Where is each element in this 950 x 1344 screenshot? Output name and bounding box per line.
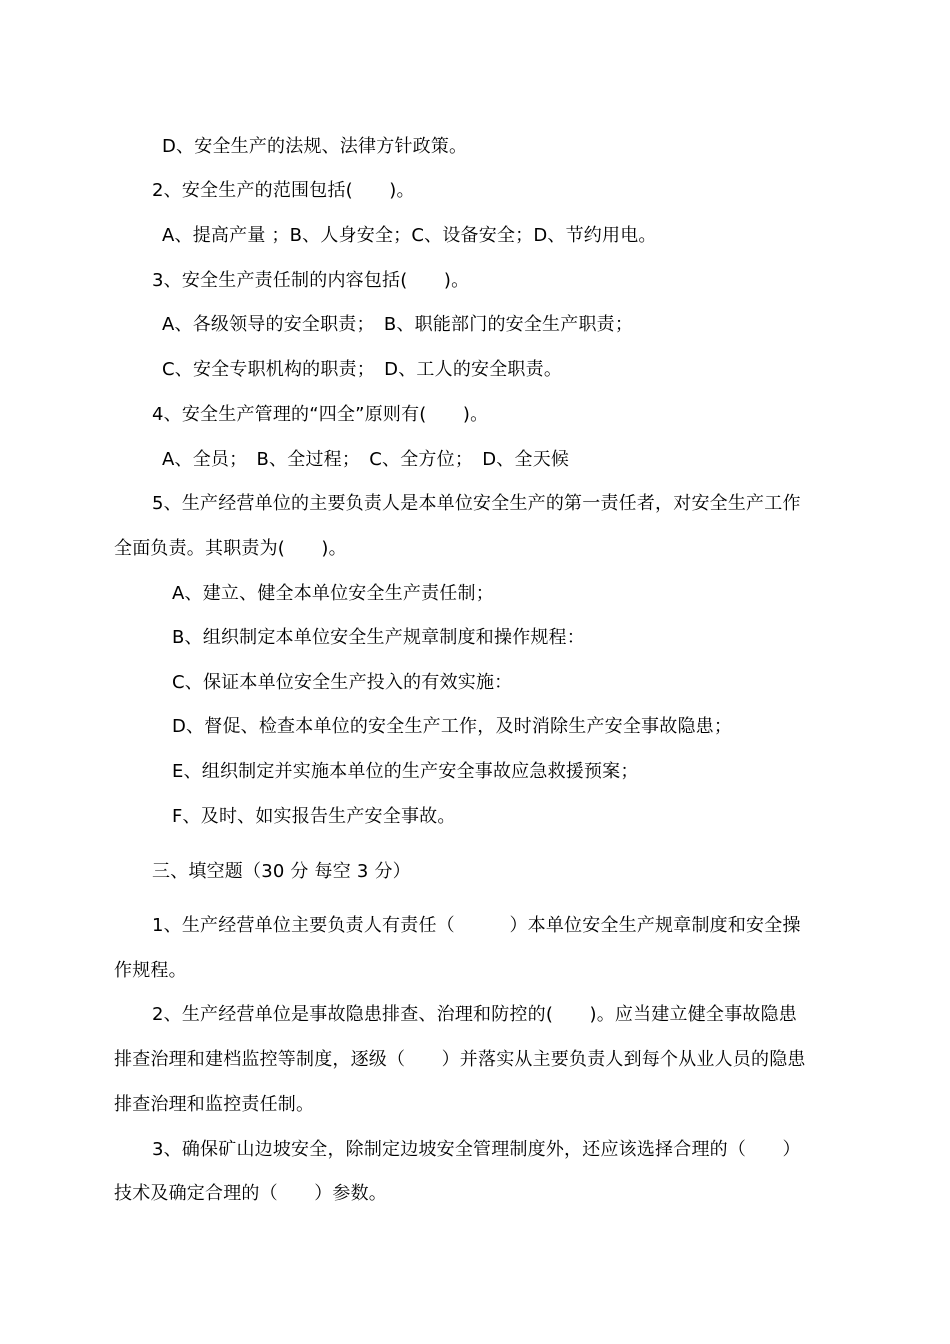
- question-4-options: A、全员； B、全过程； C、全方位； D、全天候: [162, 449, 570, 470]
- question-2: 2、安全生产的范围包括( )。: [152, 180, 415, 201]
- fill-question-3-line-1: 3、确保矿山边坡安全，除制定边坡安全管理制度外，还应该选择合理的（ ）: [152, 1139, 801, 1160]
- fill-question-1-line-2: 作规程。: [114, 960, 187, 981]
- fill-question-1-line-1: 1、生产经营单位主要负责人有责任（ ）本单位安全生产规章制度和安全操: [152, 915, 801, 936]
- question-5-option-d: D、督促、检查本单位的安全生产工作，及时消除生产安全事故隐患；: [172, 716, 733, 737]
- question-3: 3、安全生产责任制的内容包括( )。: [152, 270, 470, 291]
- question-3-options-ab: A、各级领导的安全职责； B、职能部门的安全生产职责；: [162, 314, 634, 335]
- option-1d-regulations: D、安全生产的法规、法律方针政策。: [162, 136, 468, 157]
- fill-question-2-line-3: 排查治理和监控责任制。: [114, 1094, 315, 1115]
- question-5-line-1: 5、生产经营单位的主要负责人是本单位安全生产的第一责任者，对安全生产工作: [152, 493, 801, 514]
- fill-question-2-line-1: 2、生产经营单位是事故隐患排查、治理和防控的( )。应当建立健全事故隐患: [152, 1004, 797, 1025]
- question-5-option-f: F、及时、如实报告生产安全事故。: [172, 806, 456, 827]
- question-5-option-e: E、组织制定并实施本单位的生产安全事故应急救援预案；: [172, 761, 639, 782]
- question-2-options: A、提高产量 ；B、人身安全；C、设备安全；D、节约用电。: [162, 225, 657, 246]
- question-4: 4、安全生产管理的“四全”原则有( )。: [152, 404, 489, 425]
- question-3-options-cd: C、安全专职机构的职责； D、工人的安全职责。: [162, 359, 563, 380]
- fill-question-3-line-2: 技术及确定合理的（ ）参数。: [114, 1183, 387, 1204]
- fill-question-2-line-2: 排查治理和建档监控等制度，逐级（ ）并落实从主要负责人到每个从业人员的隐患: [114, 1049, 806, 1070]
- question-5-option-c: C、保证本单位安全生产投入的有效实施：: [172, 672, 513, 693]
- question-5-option-a: A、建立、健全本单位安全生产责任制；: [172, 583, 494, 604]
- question-5-option-b: B、组织制定本单位安全生产规章制度和操作规程：: [172, 627, 585, 648]
- question-5-line-2: 全面负责。其职责为( )。: [114, 538, 347, 559]
- section-heading-fill-blank: 三、填空题（30 分 每空 3 分）: [152, 861, 411, 882]
